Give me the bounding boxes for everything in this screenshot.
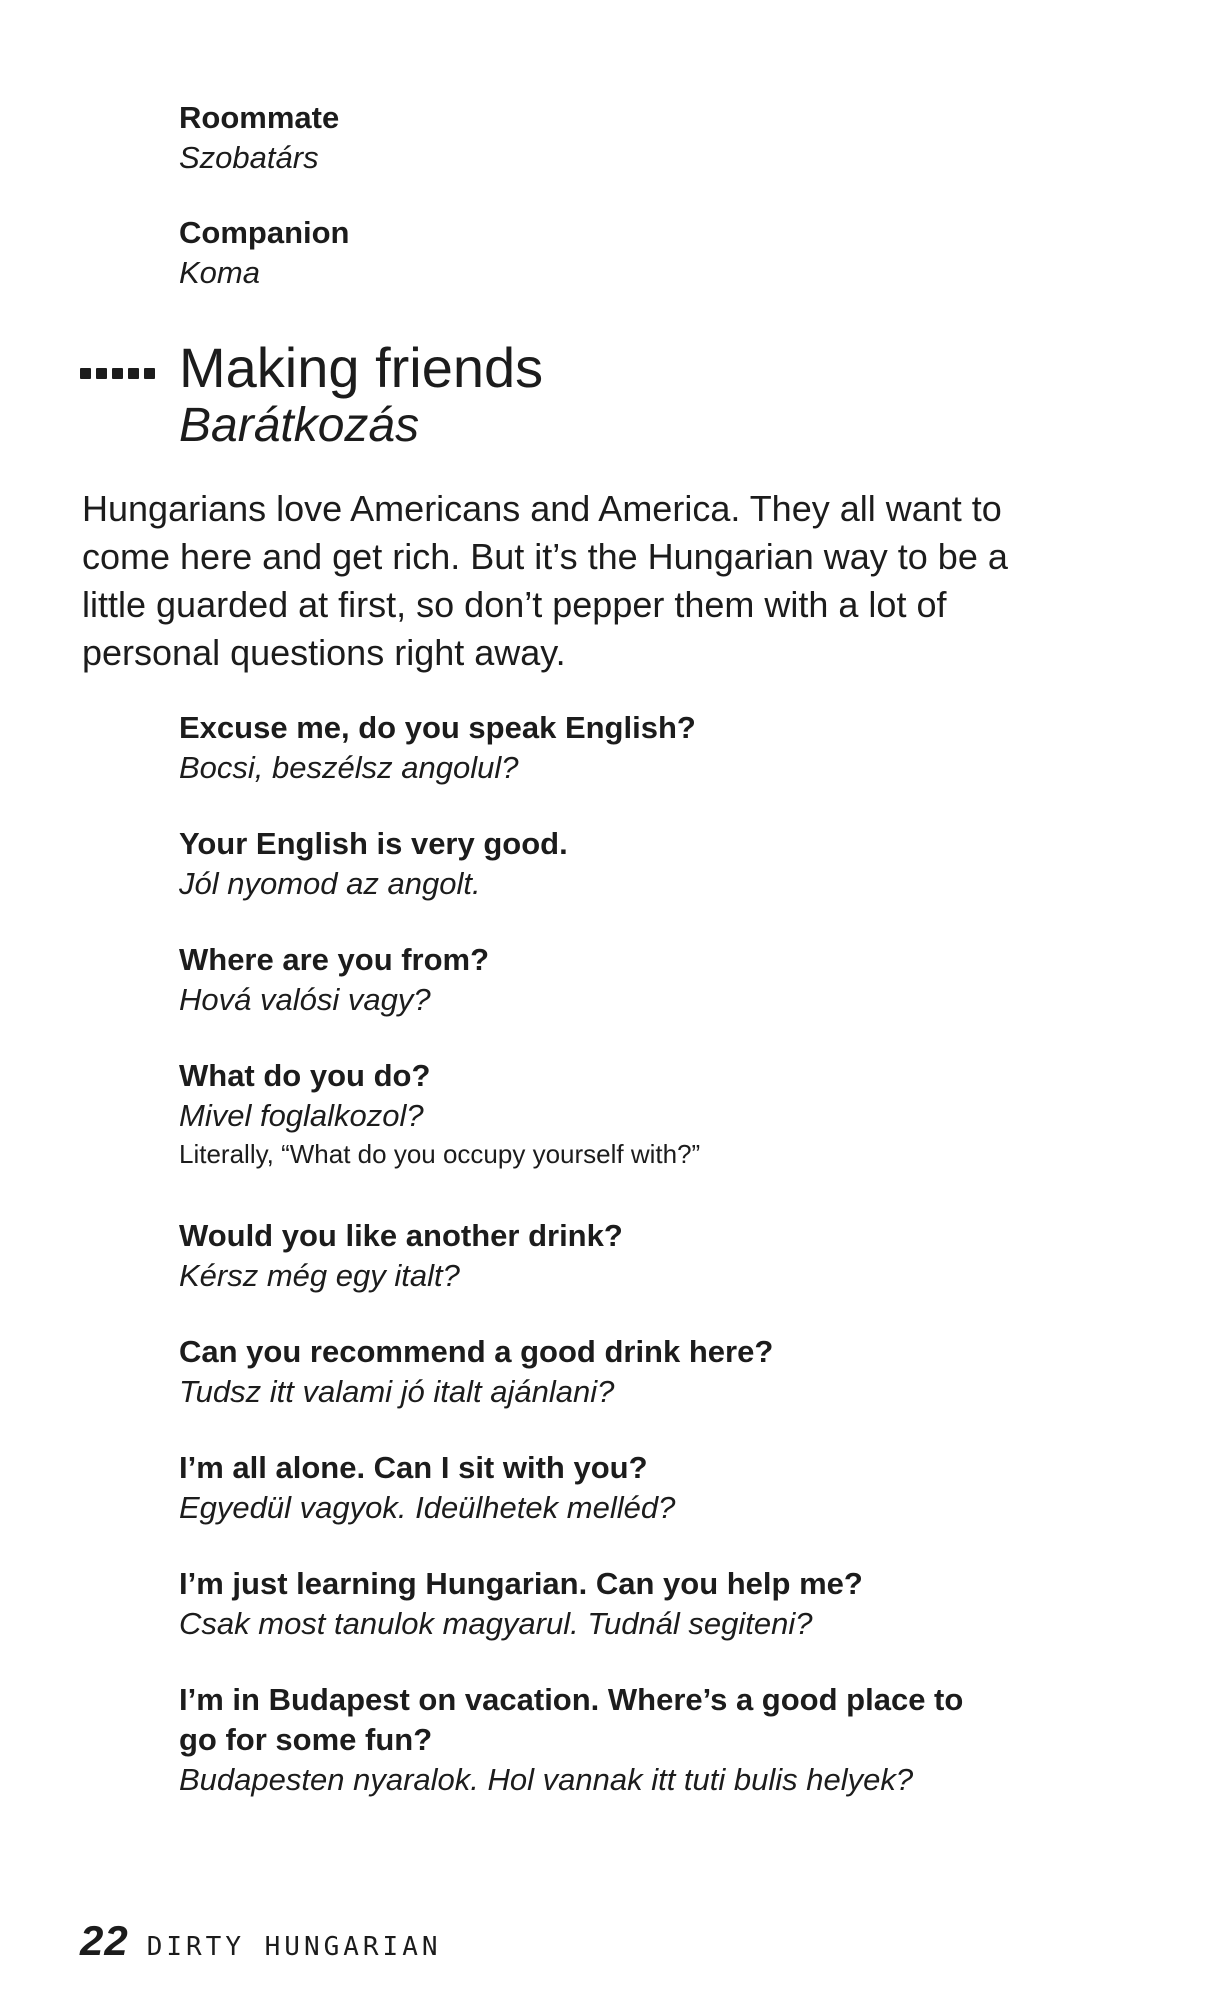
english-phrase: Where are you from? (179, 942, 490, 977)
english-phrase: I’m just learning Hungarian. Can you help me? (179, 1566, 863, 1601)
section-title: Making friends (179, 336, 544, 399)
english-phrase: Excuse me, do you speak English? (179, 710, 696, 745)
page-footer (80, 1917, 442, 1965)
phrase-entry (179, 1216, 1079, 1296)
english-phrase: Can you recommend a good drink here? (179, 1334, 774, 1369)
english-phrase: Companion (179, 215, 350, 250)
phrase-entry (179, 1448, 1079, 1528)
vocab-entry-companion (179, 213, 1079, 293)
vocab-entry-roommate (179, 98, 1079, 178)
phrase-entry (179, 1332, 1079, 1412)
english-phrase: Your English is very good. (179, 826, 568, 861)
phrase-entry (179, 1680, 1079, 1800)
literal-translation-note: Literally, “What do you occupy yourself with?” (179, 1139, 701, 1169)
hungarian-translation: Bocsi, beszélsz angolul? (179, 750, 519, 785)
hungarian-translation: Tudsz itt valami jó italt ajánlani? (179, 1374, 615, 1409)
english-phrase: I’m all alone. Can I sit with you? (179, 1450, 648, 1485)
hungarian-translation: Szobatárs (179, 140, 319, 175)
phrase-entry (179, 824, 1079, 904)
section-subtitle: Barátkozás (179, 399, 420, 452)
hungarian-translation: Csak most tanulok magyarul. Tudnál segiteni? (179, 1606, 813, 1641)
english-phrase-line: go for some fun? (179, 1722, 433, 1757)
hungarian-translation: Hová valósi vagy? (179, 982, 431, 1017)
english-phrase: What do you do? (179, 1058, 431, 1093)
section-intro-paragraph: Hungarians love Americans and America. They all want to come here and get rich. But it’s the Hungarian way to be a little guarded at first, so don’t pepper them with a lot of personal questions right away. (82, 488, 1008, 673)
page-number: 22 (80, 1917, 129, 1964)
hungarian-translation: Jól nyomod az angolt. (179, 866, 481, 901)
english-phrase: Roommate (179, 100, 340, 135)
hungarian-translation: Mivel foglalkozol? (179, 1098, 424, 1133)
section-dots-icon (80, 368, 155, 379)
phrase-entry (179, 940, 1079, 1020)
hungarian-translation: Kérsz még egy italt? (179, 1258, 460, 1293)
hungarian-translation: Budapesten nyaralok. Hol vannak itt tuti bulis helyek? (179, 1762, 914, 1797)
english-phrase: Would you like another drink? (179, 1218, 623, 1253)
hungarian-translation: Koma (179, 255, 260, 290)
phrase-entry (179, 1056, 1079, 1172)
book-title: DIRTY HUNGARIAN (146, 1932, 442, 1962)
phrase-entry (179, 708, 1079, 788)
phrase-entry (179, 1564, 1079, 1644)
english-phrase-line: I’m in Budapest on vacation. Where’s a good place to (179, 1682, 964, 1717)
hungarian-translation: Egyedül vagyok. Ideülhetek melléd? (179, 1490, 676, 1525)
